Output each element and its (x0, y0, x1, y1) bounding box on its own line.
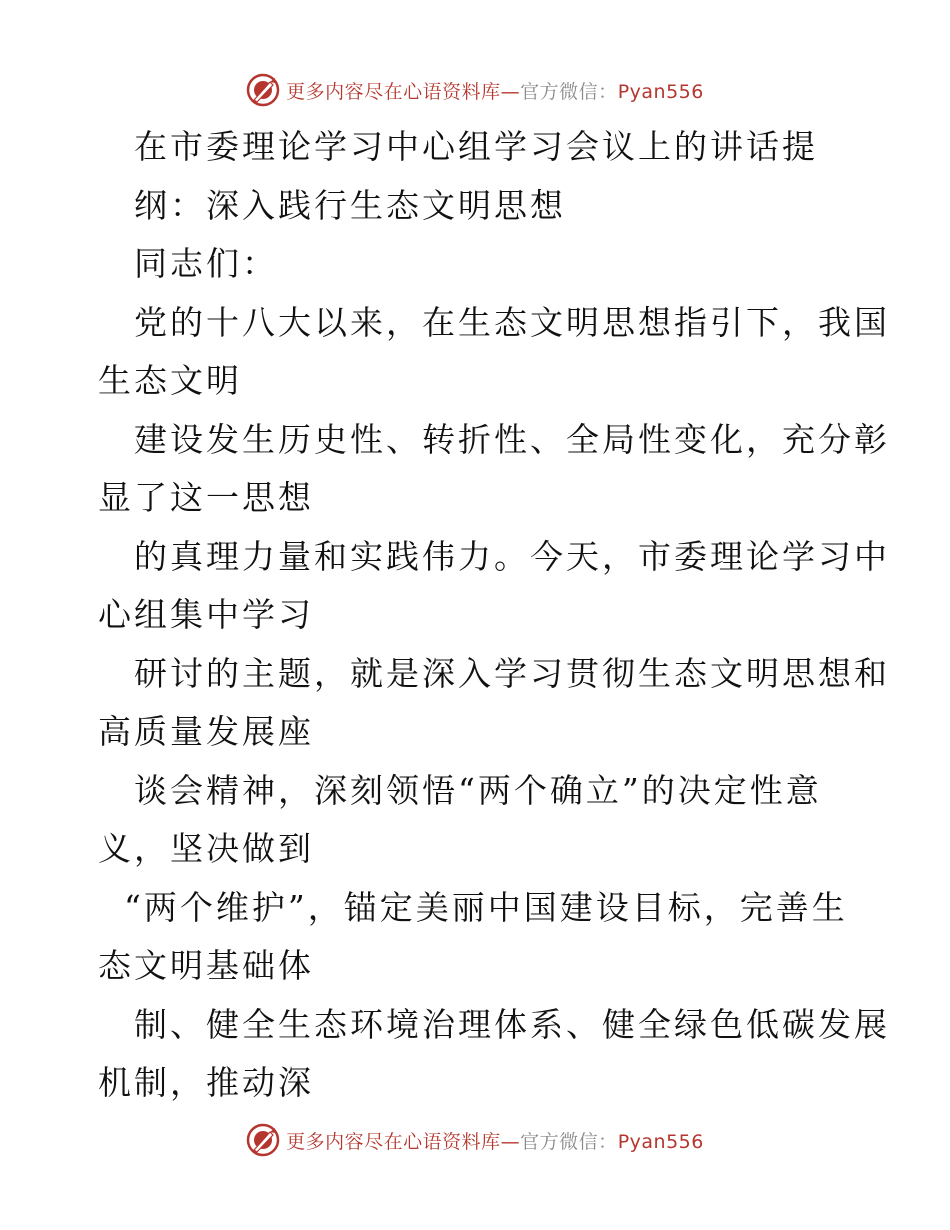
paragraph-line: 机制，推动深 (98, 1063, 314, 1102)
footer-banner-text (286, 1127, 704, 1154)
footer-banner-main: 更多内容尽在心语资料库 (286, 1130, 501, 1153)
header-banner-main: 更多内容尽在心语资料库 (286, 80, 501, 103)
paragraph-line: 义，坚决做到 (98, 829, 314, 868)
paragraph-line: 谈会精神，深刻领悟“两个确立”的决定性意 (134, 770, 822, 810)
paragraph-line: 党的十八大以来，在生态文明思想指引下，我国 (134, 302, 890, 342)
logo-icon (246, 73, 280, 107)
footer-banner-inner (246, 1123, 704, 1157)
paragraph-line: 研讨的主题，就是深入学习贯彻生态文明思想和 (134, 653, 890, 693)
footer-banner-wechat-label: 官方微信： (520, 1130, 618, 1153)
paragraph-line: 态文明基础体 (98, 946, 314, 985)
paragraph-line: 制、健全生态环境治理体系、健全绿色低碳发展 (134, 1004, 890, 1044)
header-banner-sep: — (500, 80, 521, 103)
header-banner-wechat-label: 官方微信： (520, 80, 618, 103)
header-banner (0, 70, 950, 110)
paragraph-line: 生态文明 (98, 361, 242, 400)
paragraph-line: 心组集中学习 (98, 595, 314, 634)
footer-banner (0, 1120, 950, 1160)
paragraph-line: 建设发生历史性、转折性、全局性变化，充分彰 (134, 419, 890, 459)
salutation: 同志们： (134, 244, 278, 283)
footer-banner-wechat-id: Pyan556 (617, 1130, 704, 1153)
paragraph-line: 显了这一思想 (98, 478, 314, 517)
logo-icon (246, 1123, 280, 1157)
header-banner-wechat-id: Pyan556 (617, 80, 704, 103)
paragraph-line: “两个维护”，锚定美丽中国建设目标，完善生 (124, 887, 848, 927)
header-banner-inner (246, 73, 704, 107)
header-banner-text (286, 77, 704, 104)
title-line-1: 在市委理论学习中心组学习会议上的讲话提 (134, 127, 818, 166)
title-line-2: 纲：深入践行生态文明思想 (134, 185, 566, 225)
footer-banner-sep: — (500, 1130, 521, 1153)
paragraph-line: 高质量发展座 (98, 712, 314, 751)
paragraph-line: 的真理力量和实践伟力。今天，市委理论学习中 (134, 536, 890, 576)
document-body (98, 118, 890, 1113)
